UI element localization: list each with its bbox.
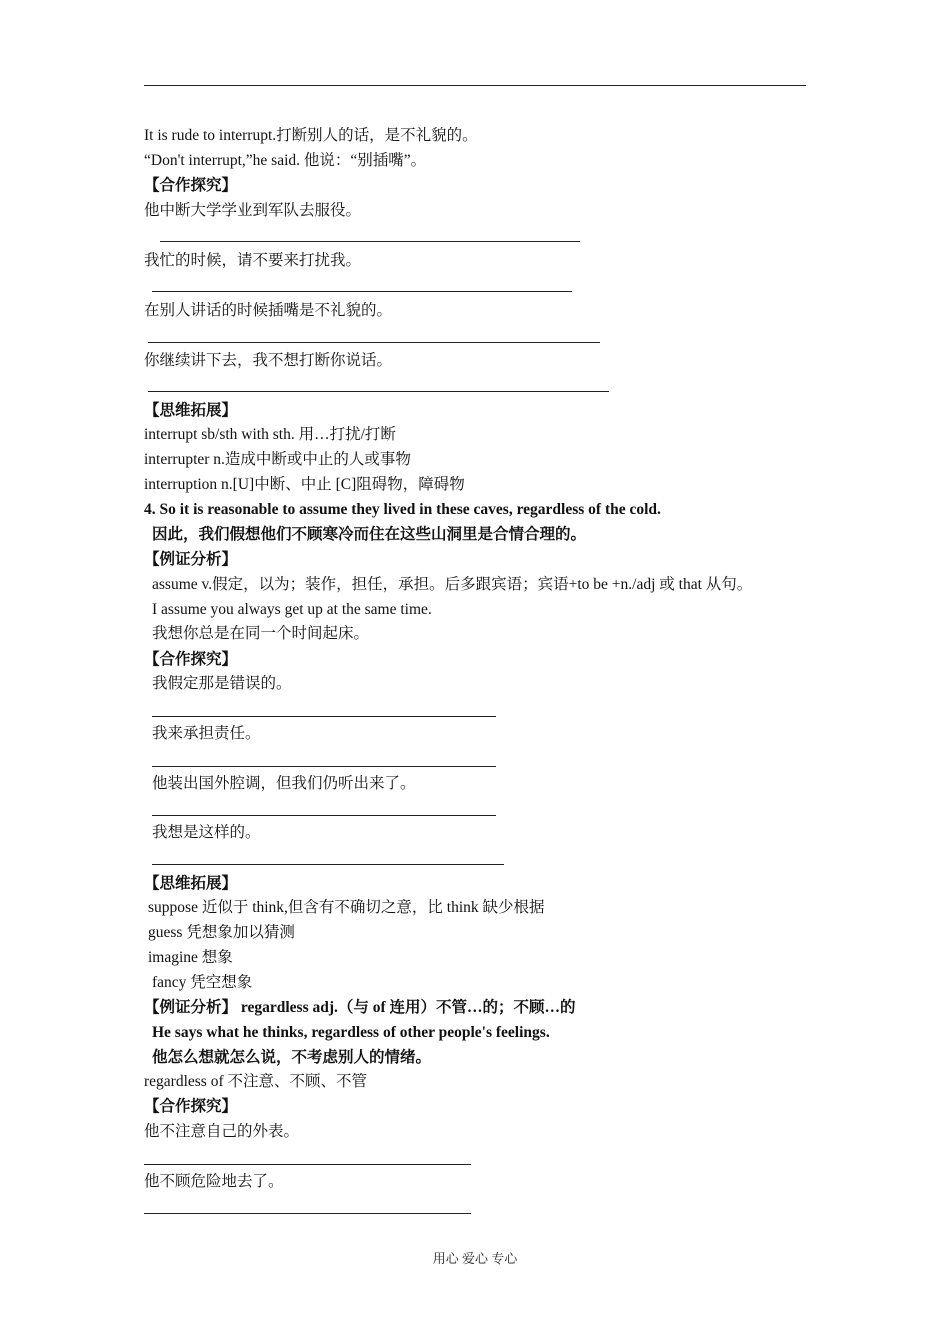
answer-blank[interactable] [152,716,496,717]
text-line: fancy 凭空想象 [152,974,253,991]
page-footer: 用心 爱心 专心 [432,1251,518,1266]
exercise-prompt: 他不注意自己的外表。 [144,1123,300,1140]
text-line: guess 凭想象加以猜测 [148,924,295,941]
answer-blank[interactable] [152,815,496,816]
section-heading: 【合作探究】 [144,1098,238,1115]
text-line: regardless of 不注意、不顾、不管 [144,1073,367,1090]
section-heading: 【合作探究】 [144,177,238,194]
exercise-prompt: 我假定那是错误的。 [152,675,292,692]
exercise-prompt: 在别人讲话的时候插嘴是不礼貌的。 [144,302,393,319]
header-rule [144,85,806,86]
exercise-prompt: 我忙的时候，请不要来打扰我。 [144,252,362,269]
text-line: I assume you always get up at the same time. [152,601,432,618]
text-line: interrupter n.造成中断或中止的人或事物 [144,451,411,468]
answer-blank[interactable] [152,864,504,865]
text-line: It is rude to interrupt.打断别人的话，是不礼貌的。 [144,127,478,144]
example-sentence: He says what he thinks, regardless of other people's feelings. [152,1024,550,1041]
answer-blank[interactable] [148,342,600,343]
text-line: “Don't interrupt,”he said. 他说：“别插嘴”。 [144,152,427,169]
text-line: interrupt sb/sth with sth. 用…打扰/打断 [144,426,396,443]
answer-blank[interactable] [148,391,609,392]
text-line: assume v.假定，以为；装作，担任，承担。后多跟宾语；宾语+to be +n./adj 或 that 从句。 [152,576,753,593]
exercise-prompt: 他装出国外腔调，但我们仍听出来了。 [152,775,416,792]
text-line: interruption n.[U]中断、中止 [C]阻碍物，障碍物 [144,476,465,493]
answer-blank[interactable] [160,241,580,242]
key-sentence-translation: 因此，我们假想他们不顾寒冷而住在这些山洞里是合情合理的。 [152,526,587,543]
exercise-prompt: 他不顾危险地去了。 [144,1173,284,1190]
section-heading: 【思维拓展】 [144,402,238,419]
section-heading: 【例证分析】 [144,551,238,568]
key-sentence: 4. So it is reasonable to assume they lived in these caves, regardless of the cold. [144,501,661,518]
section-heading: 【合作探究】 [144,651,238,668]
exercise-prompt: 他中断大学学业到军队去服役。 [144,202,362,219]
text-line: suppose 近似于 think,但含有不确切之意，比 think 缺少根据 [148,899,545,916]
answer-blank[interactable] [144,1213,471,1214]
section-heading: 【例证分析】 regardless adj.（与 of 连用）不管…的；不顾…的 [144,999,576,1016]
exercise-prompt: 你继续讲下去，我不想打断你说话。 [144,352,393,369]
section-heading: 【思维拓展】 [144,875,238,892]
answer-blank[interactable] [144,1164,471,1165]
text-line: imagine 想象 [148,949,233,966]
exercise-prompt: 我想是这样的。 [152,824,261,841]
example-translation: 他怎么想就怎么说，不考虑别人的情绪。 [152,1049,432,1066]
exercise-prompt: 我来承担责任。 [152,725,261,742]
answer-blank[interactable] [152,766,496,767]
text-line: 我想你总是在同一个时间起床。 [152,625,370,642]
answer-blank[interactable] [152,291,572,292]
